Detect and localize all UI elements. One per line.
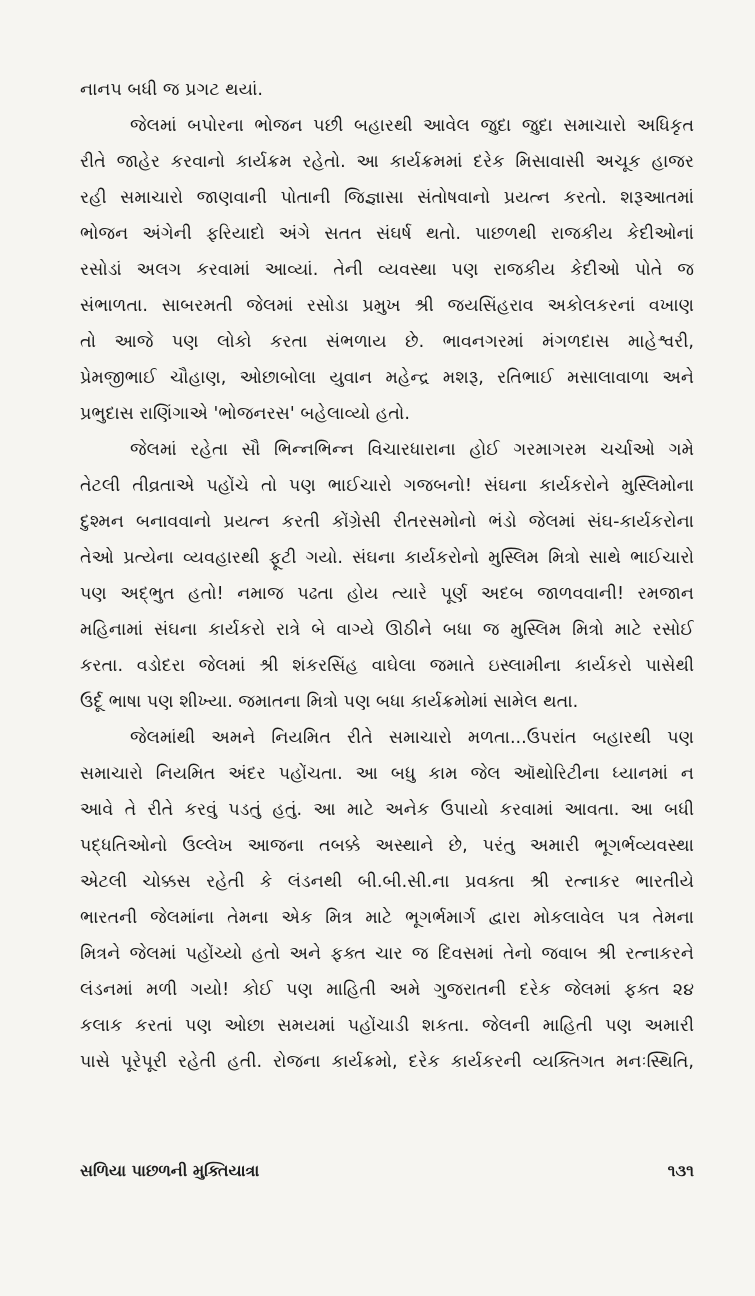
text-line: નાનપ બધી જ પ્રગટ થયાં.: [80, 80, 263, 100]
text-line: એટલી ચોક્કસ રહેતી કે લંડનથી બી.બી.સી.ના પ્રવક્તા શ્રી રત્નાકર ભારતીયે: [80, 872, 694, 892]
text-line: રસોડાં અલગ કરવામાં આવ્યાં. તેની વ્યવસ્થા પણ રાજકીય કેદીઓ પોતે જ: [80, 260, 694, 280]
text-line: આવે તે રીતે કરવું પડતું હતું. આ માટે અનેક ઉપાયો કરવામાં આવતા. આ બધી: [80, 800, 694, 820]
paragraph-end-line: ઉર્દૂ ભાષા પણ શીખ્યા. જમાતના મિત્રો પણ બધા કાર્યક્રમોમાં સામેલ થતા.: [80, 692, 579, 712]
paragraph-end-line: પ્રભુદાસ રાણિંગાએ 'ભોજનરસ' બહેલાવ્યો હતો.: [80, 404, 410, 424]
text-line: તો આજે પણ લોકો કરતા સંભળાય છે. ભાવનગરમાં મંગળદાસ માહેશ્વરી,: [80, 332, 694, 352]
text-line: મહિનામાં સંઘના કાર્યકરો રાત્રે બે વાગ્યે ઊઠીને બધા જ મુસ્લિમ મિત્રો માટે રસોઈ: [80, 620, 694, 640]
text-line: તેટલી તીવ્રતાએ પહોંચે તો પણ ભાઈચારો ગજબનો! સંઘના કાર્યકરોને મુસ્લિમોના: [80, 476, 694, 496]
paragraph-start-line: જેલમાં રહેતા સૌ ભિન્નભિન્ન વિચારધારાના હોઈ ગરમાગરમ ચર્ચાઓ ગમે: [130, 440, 694, 460]
text-line: કરતા. વડોદરા જેલમાં શ્રી શંકરસિંહ વાઘેલા જમાતે ઇસ્લામીના કાર્યકરો પાસેથી: [80, 656, 694, 676]
text-line: રીતે જાહેર કરવાનો કાર્યક્રમ રહેતો. આ કાર્યક્રમમાં દરેક મિસાવાસી અચૂક હાજર: [80, 152, 694, 172]
text-line: પ્રેમજીભાઈ ચૌહાણ, ઓછાબોલા યુવાન મહેન્દ્ર મશરૂ, રતિભાઈ મસાલાવાળા અને: [80, 368, 694, 388]
body-text: [80, 72, 694, 1080]
paragraph-start-line: જેલમાં બપોરના ભોજન પછી બહારથી આવેલ જુદા જુદા સમાચારો અધિકૃત: [130, 116, 694, 136]
text-line: પદ્ધતિઓનો ઉલ્લેખ આજના તબક્કે અસ્થાને છે, પરંતુ અમારી ભૂગર્ભવ્યવસ્થા: [80, 836, 694, 856]
text-line: તેઓ પ્રત્યેના વ્યવહારથી ફૂટી ગયો. સંઘના કાર્યકરોનો મુસ્લિમ મિત્રો સાથે ભાઈચારો: [80, 548, 694, 568]
text-line: પાસે પૂરેપૂરી રહેતી હતી. રોજના કાર્યક્રમો, દરેક કાર્યકરની વ્યક્તિગત મનઃસ્થિતિ,: [80, 1052, 694, 1072]
page-footer: [80, 1156, 694, 1186]
text-line: પણ અદ્ભુત હતો! નમાજ પઢતા હોય ત્યારે પૂર્ણ અદબ જાળવવાની! રમજાન: [80, 584, 694, 604]
text-line: ભારતની જેલમાંના તેમના એક મિત્ર માટે ભૂગર્ભમાર્ગ દ્વારા મોકલાવેલ પત્ર તેમના: [80, 908, 694, 928]
paragraph-start-line: જેલમાંથી અમને નિયમિત રીતે સમાચારો મળતા...ઉપરાંત બહારથી પણ: [130, 728, 694, 748]
text-line: સંભાળતા. સાબરમતી જેલમાં રસોડા પ્રમુખ શ્રી જયસિંહરાવ અકોલકરનાં વખાણ: [80, 296, 694, 316]
page-number: ૧૩૧: [667, 1161, 694, 1180]
text-line: કલાક કરતાં પણ ઓછા સમયમાં પહોંચાડી શકતા. જેલની માહિતી પણ અમારી: [80, 1016, 694, 1036]
text-line: સમાચારો નિયમિત અંદર પહોંચતા. આ બધુ કામ જેલ ઑથોરિટીના ધ્યાનમાં ન: [80, 764, 694, 784]
text-line: લંડનમાં મળી ગયો! કોઈ પણ માહિતી અમે ગુજરાતની દરેક જેલમાં ફક્ત ૨૪: [80, 980, 694, 1000]
text-line: મિત્રને જેલમાં પહોંચ્યો હતો અને ફક્ત ચાર જ દિવસમાં તેનો જવાબ શ્રી રત્નાકરને: [80, 944, 694, 964]
text-line: દુશ્મન બનાવવાનો પ્રયત્ન કરતી કોંગ્રેસી રીતરસમોનો ભંડો જેલમાં સંઘ-કાર્યકરોના: [80, 512, 694, 532]
text-line: રહી સમાચારો જાણવાની પોતાની જિજ્ઞાસા સંતોષવાનો પ્રયત્ન કરતો. શરૂઆતમાં: [80, 188, 694, 208]
text-line: ભોજન અંગેની ફરિયાદો અંગે સતત સંઘર્ષ થતો. પાછળથી રાજકીય કેદીઓનાં: [80, 224, 694, 244]
book-title: સળિયા પાછળની મુક્તિયાત્રા: [80, 1161, 260, 1180]
